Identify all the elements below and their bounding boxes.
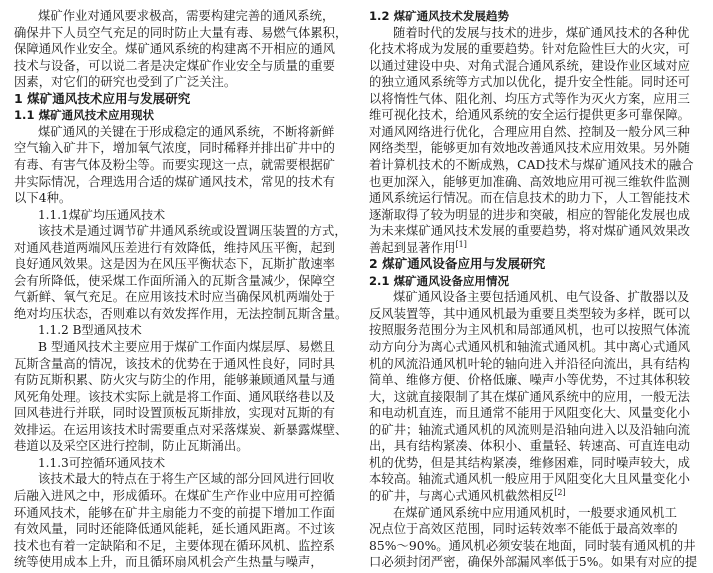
line-text: 维可视化技术，给通风系统的安全运行提供更多可靠保障。 — [369, 108, 691, 123]
line-text: 该技术是通过调节矿井通风系统或设置调压装置的方式， — [38, 224, 347, 239]
line-text: 1.1.3可控循环通风技术 — [38, 455, 166, 470]
line-text: 环通风技术，能够在矿井主扇能力不变的前提下增加工作面 — [14, 505, 336, 520]
line-text: 在煤矿通风系统中应用通风机时，一般要求通风机工 — [393, 505, 677, 520]
line-text: 2.1 煤矿通风设备应用情况 — [369, 273, 510, 288]
line-text: 井实际情况，合理选用合适的煤矿通风技术，常见的技术有 — [14, 174, 336, 189]
line-text: 后融入进风之中，形成循环。在煤矿生产作业中应用可控循 — [14, 488, 336, 503]
line-text: 以下4种。 — [14, 191, 72, 206]
line-text: 回风巷进行并联，同时设置顶板瓦斯排放，实现对瓦斯的有 — [14, 406, 336, 421]
line-text: 和电动机直连，而且通常不能用于风阻变化大、风量变化小 — [369, 406, 691, 421]
line-text: 气新鲜、氧气充足。在应用该技术时应当确保风机两端处于 — [14, 290, 336, 305]
line-text: 空气输入矿井下，增加氧气浓度，同时稀释并排出矿井中的 — [14, 141, 336, 156]
line-text: 有效风量，同时还能降低通风能耗，延长通风距离。不过该 — [14, 522, 336, 537]
line-text: 确保井下人员空气充足的同时防止大量有毒、易燃气体累积， — [14, 25, 348, 40]
line-text: 善起到显著作用 — [369, 240, 456, 255]
line-text: 对通风巷道两端风压差进行有效降低，维持风压平衡，起到 — [14, 240, 336, 255]
line-text: 的矿井；轴流式通风机的风流则是沿轴向进入以及沿轴向流 — [369, 422, 691, 437]
line-text: 风死角处理。该技术实际上就是将工作面、通风联络巷以及 — [14, 389, 336, 404]
line-text: 良好通风效果。这是因为在风压平衡状态下，瓦斯扩散速率 — [14, 257, 336, 272]
line-text: 效排运。在运用该技术时需要重点对采落煤炭、新暴露煤壁、 — [14, 422, 348, 437]
line-text: 通风系统运行情况。而在信息技术的助力下，人工智能技术 — [369, 191, 691, 206]
line-text: 有毒、有害气体及粉尘等。而要实现这一点，就需要根据矿 — [14, 157, 336, 172]
line-text: 本较高。轴流式通风机一般应用于风阻变化大且风量变化小 — [369, 472, 691, 487]
line-text: 该技术最大的特点在于将生产区域的部分回风进行回收 — [38, 472, 335, 487]
line-text: 网络类型，能够更加有效地改善通风技术应用效果。另外随 — [369, 141, 691, 156]
line-text: 1.1.2 B型通风技术 — [38, 323, 142, 338]
citation-marker: [1] — [455, 239, 467, 249]
line-text: 机的优势，但是其结构紧凑，维修困难，同时噪声较大，成 — [369, 455, 691, 470]
body-text-line — [14, 552, 350, 572]
line-text: 以通过建设中央、对角式混合通风系统，建设作业区域对应 — [369, 58, 691, 73]
line-text: 动方向分为离心式通风机和轴流式通风机。其中离心式通风 — [369, 340, 691, 354]
line-text: 的独立通风系统等方式加以优化，提升安全性能。同时还可 — [369, 75, 691, 90]
citation-marker: [2] — [554, 487, 566, 497]
line-text: 简单、维修方便、价格低廉、噪声小等优势，不过其体积较 — [369, 373, 691, 388]
line-text: 1.1.1煤矿均压通风技术 — [38, 207, 166, 222]
line-text: 保障通风作业安全。煤矿通风系统的构建离不开相应的通风 — [14, 42, 336, 57]
line-text: 况点位于高效区范围，同时运转效率不能低于最高效率的 — [369, 522, 678, 537]
line-text: 化技术将成为发展的重要趋势。针对危险性巨大的火灾，可 — [369, 42, 691, 57]
line-text: 1.2 煤矿通风技术发展趋势 — [369, 9, 510, 23]
line-text: 随着时代的发展与技术的进步，煤矿通风技术的各种优 — [393, 25, 690, 40]
line-text: 1.1 煤矿通风技术应用现状 — [14, 108, 155, 123]
line-text: 瓦斯含量高的情况，该技术的优势在于通风性良好，同时具 — [14, 356, 336, 371]
line-text: 煤矿作业对通风要求极高，需要构建完善的通风系统， — [38, 9, 335, 23]
line-text: 统等使用成本上升，而且循环扇风机会产生热量与噪声， — [14, 555, 323, 570]
line-text: 2 煤矿通风设备应用与发展研究 — [369, 256, 546, 272]
line-text: 按照服务范围分为主风机和局部通风机，也可以按照气体流 — [369, 323, 691, 338]
line-text: 煤矿通风的关键在于形成稳定的通风系统，不断将新鲜 — [38, 124, 335, 139]
line-text: 技术也有着一定缺陷和不足，主要体现在循环风机、监控系 — [14, 538, 336, 553]
line-text: 巷道以及采空区进行控制，防止瓦斯涌出。 — [14, 439, 249, 454]
line-text: B 型通风技术主要应用于煤矿工作面内煤层厚、易燃且 — [38, 340, 336, 354]
line-text: 因素，对它们的研究也受到了广泛关注。 — [14, 75, 237, 90]
body-text-line — [369, 552, 699, 572]
line-text: 1 煤矿通风技术应用与发展研究 — [14, 90, 191, 106]
line-text: 大，这就直接限制了其在煤矿通风系统中的应用，一般无法 — [369, 389, 691, 404]
line-text: 以将惰性气体、阻化剂、均压方式等作为灭火方案，应用三 — [369, 91, 691, 106]
line-text: 出，具有结构紧凑、体积小、重量轻、转速高、可直连电动 — [369, 439, 691, 454]
line-text: 技术与设备，可以说二者是决定煤矿作业安全与质量的重要 — [14, 58, 336, 73]
line-text: 反风装置等，其中通风机最为重要且类型较为多样，既可以 — [369, 306, 691, 321]
line-text: 对通风网络进行优化，合理应用自然、控制及一般分风三种 — [369, 124, 691, 139]
line-text: 着计算机技术的不断成熟，CAD技术与煤矿通风技术的融合 — [369, 157, 694, 172]
line-text: 口必须封闭严密，确保外部漏风率低于5%。如果有对应的提 — [369, 555, 698, 570]
line-text: 85%～90%。通风机必须安装在地面，同时装有通风机的井 — [369, 538, 696, 553]
line-text: 机的风流沿通风机叶轮的轴向进入并沿径向流出，具有结构 — [369, 356, 691, 371]
line-text: 绝对均压状态，否则难以有效发挥作用，无法控制瓦斯含量。 — [14, 306, 348, 321]
line-text: 的矿井，与离心式通风机截然相反 — [369, 488, 555, 503]
line-text: 也更加深入，能够更加准确、高效地应用可视三维软件监测 — [369, 174, 691, 189]
line-text: 会有所降低，使采煤工作面所涌入的瓦斯含量减少，保障空 — [14, 273, 336, 288]
line-text: 为未来煤矿通风技术发展的重要趋势，将对煤矿通风效果改 — [369, 224, 691, 239]
line-text: 煤矿通风设备主要包括通风机、电气设备、扩散器以及 — [393, 290, 690, 305]
line-text: 逐渐取得了较为明显的进步和突破，相应的智能化发展也成 — [369, 207, 691, 222]
line-text: 有防瓦斯积累、防火灾与防尘的作用，能够兼顾通风量与通 — [14, 373, 336, 388]
